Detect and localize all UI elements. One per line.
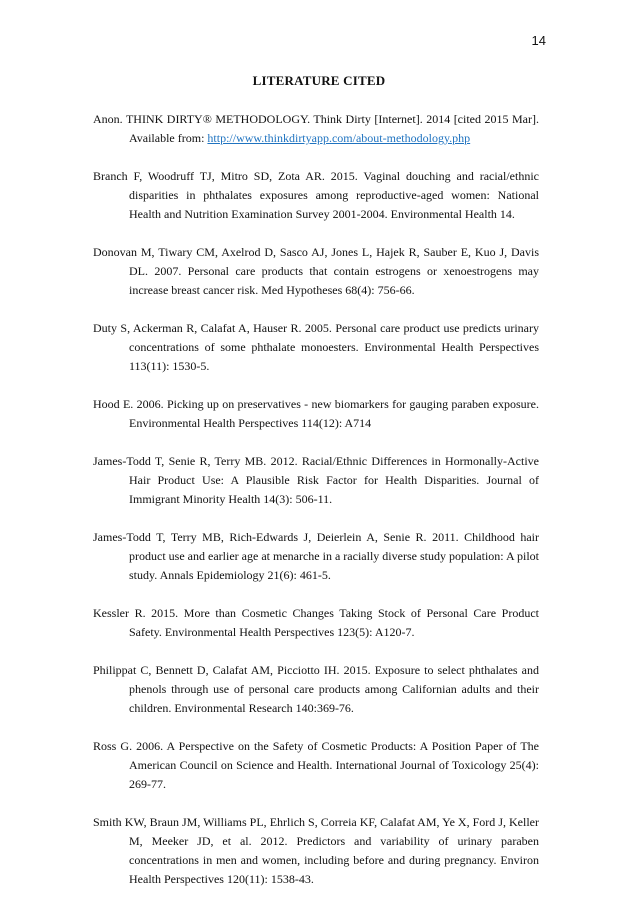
reference-text: Smith KW, Braun JM, Williams PL, Ehrlich S, Correia KF, Calafat AM, Ye X, Ford J, Keller M, Meeker JD, et al. 2012. Predictors and variability of urinary paraben concentrations in men and women, including before and during pregnancy. Environ Health Perspectives 120(11): 1538-43. xyxy=(93,815,539,886)
reference-text: Donovan M, Tiwary CM, Axelrod D, Sasco AJ, Jones L, Hajek R, Sauber E, Kuo J, Davis DL. 2007. Personal care products that contain estrogens or xenoestrogens may increase breast cancer risk. Med Hypotheses 68(4): 756-66. xyxy=(93,245,539,297)
reference-item xyxy=(93,737,539,794)
reference-text: Anon. THINK DIRTY® METHODOLOGY. Think Dirty [Internet]. 2014 [cited 2015 Mar]. Available from: xyxy=(93,112,539,145)
reference-text: Branch F, Woodruff TJ, Mitro SD, Zota AR. 2015. Vaginal douching and racial/ethnic disparities in phthalates exposures among reproductive-aged women: National Health and Nutrition Examination Survey 2001-2004. Environmental Health 14. xyxy=(93,169,539,221)
reference-text: James-Todd T, Terry MB, Rich-Edwards J, Deierlein A, Senie R. 2011. Childhood hair product use and earlier age at menarche in a racially diverse study population: A pilot study. Annals Epidemiology 21(6): 461-5. xyxy=(93,530,539,582)
reference-item xyxy=(93,243,539,300)
reference-text: Hood E. 2006. Picking up on preservatives - new biomarkers for gauging paraben exposure. Environmental Health Perspectives 114(12): A714 xyxy=(93,397,539,430)
reference-text: James-Todd T, Senie R, Terry MB. 2012. Racial/Ethnic Differences in Hormonally-Active Hair Product Use: A Plausible Risk Factor for Health Disparities. Journal of Immigrant Minority Health 14(3): 506-11. xyxy=(93,454,539,506)
reference-text: Kessler R. 2015. More than Cosmetic Changes Taking Stock of Personal Care Product Safety. Environmental Health Perspectives 123(5): A120-7. xyxy=(93,606,539,639)
reference-item xyxy=(93,319,539,376)
reference-text: Ross G. 2006. A Perspective on the Safety of Cosmetic Products: A Position Paper of The American Council on Science and Health. International Journal of Toxicology 25(4): 269-77. xyxy=(93,739,539,791)
reference-item xyxy=(93,813,539,889)
reference-text: Philippat C, Bennett D, Calafat AM, Picciotto IH. 2015. Exposure to select phthalates and phenols through use of personal care products among Californian adults and their children. Environmental Research 140:369-76. xyxy=(93,663,539,715)
reference-list xyxy=(93,110,539,908)
reference-item xyxy=(93,110,539,148)
reference-item xyxy=(93,528,539,585)
page-title: LITERATURE CITED xyxy=(252,73,386,88)
reference-item xyxy=(93,604,539,642)
reference-text: Duty S, Ackerman R, Calafat A, Hauser R. 2005. Personal care product use predicts urinary concentrations of some phthalate monoesters. Environmental Health Perspectives 113(11): 1530-5. xyxy=(93,321,539,373)
reference-link[interactable]: http://www.thinkdirtyapp.com/about-methodology.php xyxy=(207,131,471,145)
reference-item xyxy=(93,167,539,224)
page-number: 14 xyxy=(531,33,546,48)
reference-item xyxy=(93,661,539,718)
reference-item xyxy=(93,452,539,509)
reference-item xyxy=(93,395,539,433)
